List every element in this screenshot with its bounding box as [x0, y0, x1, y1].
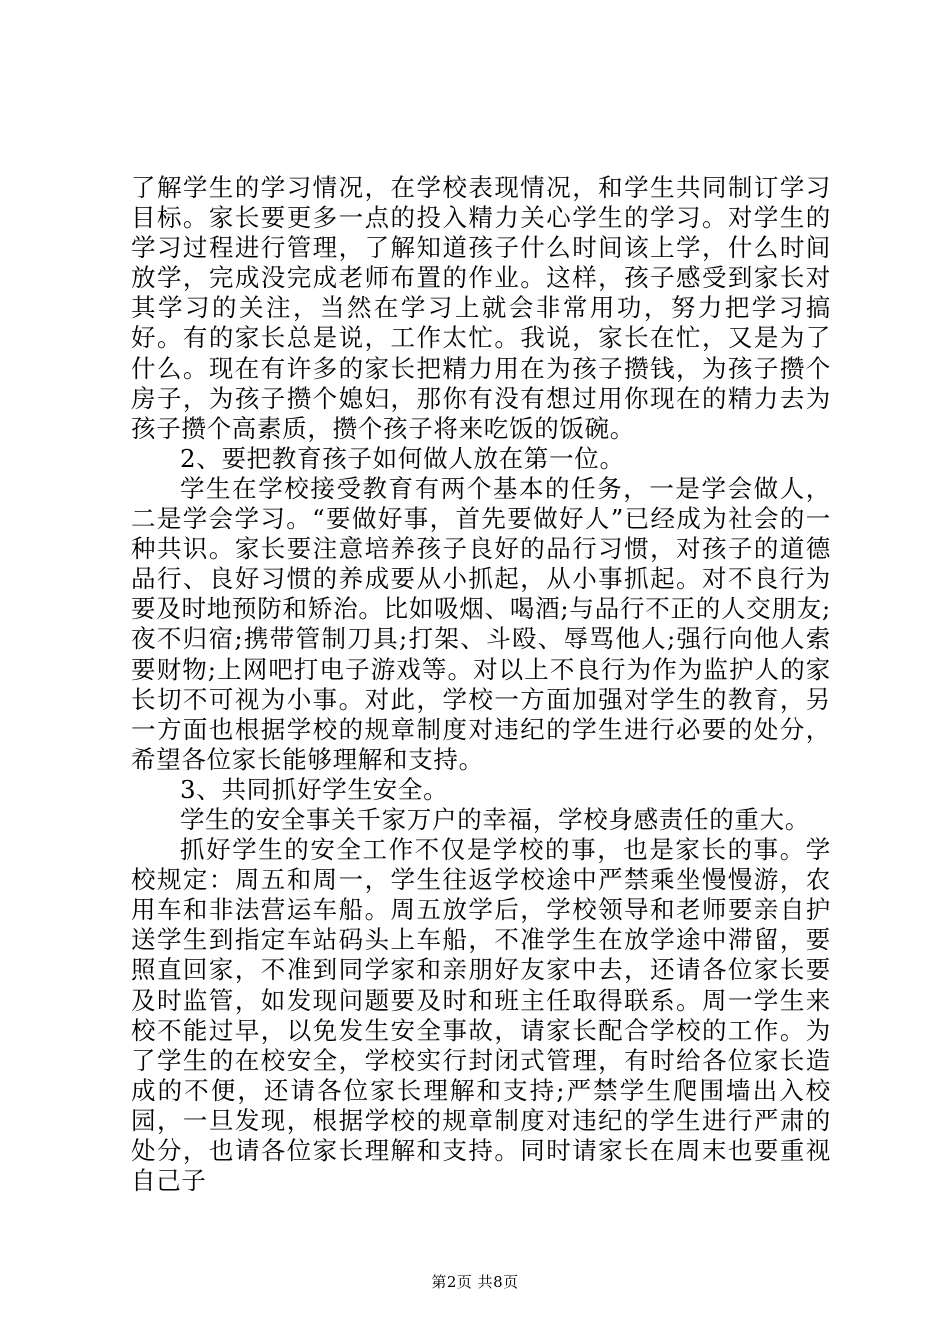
heading-item-2: 2、要把教育孩子如何做人放在第一位。: [180, 443, 625, 473]
page-footer: 第2页 共8页: [431, 1273, 519, 1291]
document-body: [131, 173, 831, 1196]
paragraph-6: 抓好学生的安全工作不仅是学校的事，也是家长的事。学校规定：周五和周一，学生往返学校途中严禁乘坐慢慢游，农用车和非法营运车船。周五放学后，学校领导和老师要亲自护送学生到指定车站码头上车船，不准学生在放学途中滞留，要照直回家，不准到同学家和亲朋好友家中去，还请各位家长要及时监管，如发现问题要及时和班主任取得联系。周一学生来校不能过早，以免发生安全事故，请家长配合学校的工作。为了学生的在校安全，学校实行封闭式管理，有时给各位家长造成的不便，还请各位家长理解和支持;严禁学生爬围墙出入校园，一旦发现，根据学校的规章制度对违纪的学生进行严肃的处分，也请各位家长理解和支持。同时请家长在周末也要重视自己子: [131, 835, 831, 1196]
paragraph-5: 学生的安全事关千家万户的幸福，学校身感责任的重大。: [180, 804, 810, 834]
paragraph-3: 学生在学校接受教育有两个基本的任务，一是学会做人，二是学会学习。“要做好事，首先要做好人”已经成为社会的一种共识。家长要注意培养孩子良好的品行习惯，对孩子的道德品行、良好习惯的养成要从小抓起，从小事抓起。对不良行为要及时地预防和矫治。比如吸烟、喝酒;与品行不正的人交朋友;夜不归宿;携带管制刀具;打架、斗殴、辱骂他人;强行向他人索要财物;上网吧打电子游戏等。对以上不良行为作为监护人的家长切不可视为小事。对此，学校一方面加强对学生的教育，另一方面也根据学校的规章制度对违纪的学生进行必要的处分，希望各位家长能够理解和支持。: [131, 473, 831, 774]
paragraph-1: 了解学生的学习情况，在学校表现情况，和学生共同制订学习目标。家长要更多一点的投入精力关心学生的学习。对学生的学习过程进行管理，了解知道孩子什么时间该上学，什么时间放学，完成没完成老师布置的作业。这样，孩子感受到家长对其学习的关注，当然在学习上就会非常用功，努力把学习搞好。有的家长总是说，工作太忙。我说，家长在忙，又是为了什么。现在有许多的家长把精力用在为孩子攒钱，为孩子攒个房子，为孩子攒个媳妇，那你有没有想过用你现在的精力去为孩子攒个高素质，攒个孩子将来吃饭的饭碗。: [131, 173, 831, 443]
heading-item-3: 3、共同抓好学生安全。: [180, 774, 449, 804]
